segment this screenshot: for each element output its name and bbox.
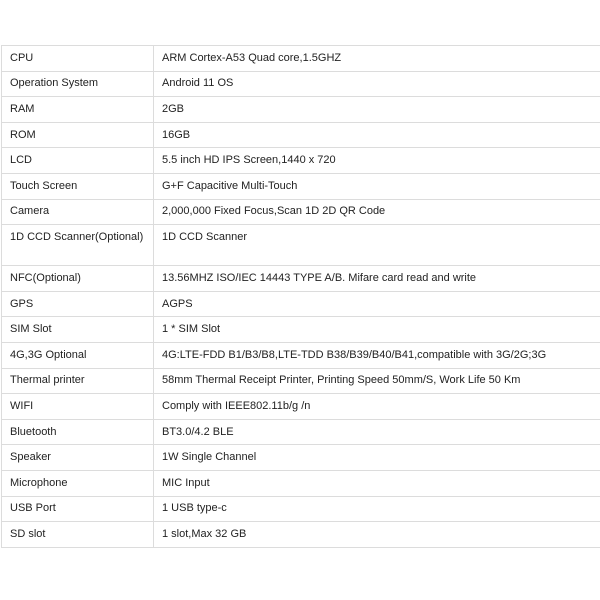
spec-value: Comply with IEEE802.11b/g /n: [154, 394, 600, 420]
table-row-lcd: [2, 148, 600, 174]
table-row-network: [2, 342, 600, 368]
table-row-wifi: [2, 394, 600, 420]
spec-label: SD slot: [2, 522, 154, 548]
spec-value: MIC Input: [154, 470, 600, 496]
table-row-ram: [2, 97, 600, 123]
spec-label: WIFI: [2, 394, 154, 420]
spec-value: 5.5 inch HD IPS Screen,1440 x 720: [154, 148, 600, 174]
table-row-sd-slot: [2, 522, 600, 548]
spec-label: GPS: [2, 291, 154, 317]
table-row-thermal-printer: [2, 368, 600, 394]
table-row-rom: [2, 122, 600, 148]
spec-value: ARM Cortex-A53 Quad core,1.5GHZ: [154, 46, 600, 72]
spec-label: Thermal printer: [2, 368, 154, 394]
spec-label: Speaker: [2, 445, 154, 471]
table-row-camera: [2, 199, 600, 225]
specification-table: [1, 45, 600, 548]
spec-value: 1W Single Channel: [154, 445, 600, 471]
spec-label: Bluetooth: [2, 419, 154, 445]
spec-label: SIM Slot: [2, 317, 154, 343]
spec-value: G+F Capacitive Multi-Touch: [154, 173, 600, 199]
table-row-speaker: [2, 445, 600, 471]
spec-label: LCD: [2, 148, 154, 174]
spec-label: RAM: [2, 97, 154, 123]
table-row-sim-slot: [2, 317, 600, 343]
table-row-operation-system: [2, 71, 600, 97]
spec-value: 2GB: [154, 97, 600, 123]
spec-label: NFC(Optional): [2, 266, 154, 292]
spec-label: Touch Screen: [2, 173, 154, 199]
spec-value: 16GB: [154, 122, 600, 148]
spec-value: 1 USB type-c: [154, 496, 600, 522]
spec-label: 1D CCD Scanner(Optional): [2, 225, 154, 266]
spec-value: 1 slot,Max 32 GB: [154, 522, 600, 548]
spec-value: 13.56MHZ ISO/IEC 14443 TYPE A/B. Mifare card read and write: [154, 266, 600, 292]
spec-label: Operation System: [2, 71, 154, 97]
table-row-microphone: [2, 470, 600, 496]
table-row-bluetooth: [2, 419, 600, 445]
spec-value: 2,000,000 Fixed Focus,Scan 1D 2D QR Code: [154, 199, 600, 225]
table-row-touch-screen: [2, 173, 600, 199]
table-row-usb-port: [2, 496, 600, 522]
spec-value: AGPS: [154, 291, 600, 317]
spec-value: BT3.0/4.2 BLE: [154, 419, 600, 445]
spec-label: Microphone: [2, 470, 154, 496]
table-row-ccd-scanner: [2, 225, 600, 266]
table-row-nfc: [2, 266, 600, 292]
spec-value: Android 11 OS: [154, 71, 600, 97]
spec-label: 4G,3G Optional: [2, 342, 154, 368]
spec-value: 58mm Thermal Receipt Printer, Printing Speed 50mm/S, Work Life 50 Km: [154, 368, 600, 394]
table-row-cpu: [2, 46, 600, 72]
spec-value: 4G:LTE-FDD B1/B3/B8,LTE-TDD B38/B39/B40/B41,compatible with 3G/2G;3G: [154, 342, 600, 368]
spec-label: ROM: [2, 122, 154, 148]
spec-value: 1D CCD Scanner: [154, 225, 600, 266]
table-row-gps: [2, 291, 600, 317]
spec-value: 1 * SIM Slot: [154, 317, 600, 343]
spec-label: CPU: [2, 46, 154, 72]
spec-label: Camera: [2, 199, 154, 225]
spec-label: USB Port: [2, 496, 154, 522]
